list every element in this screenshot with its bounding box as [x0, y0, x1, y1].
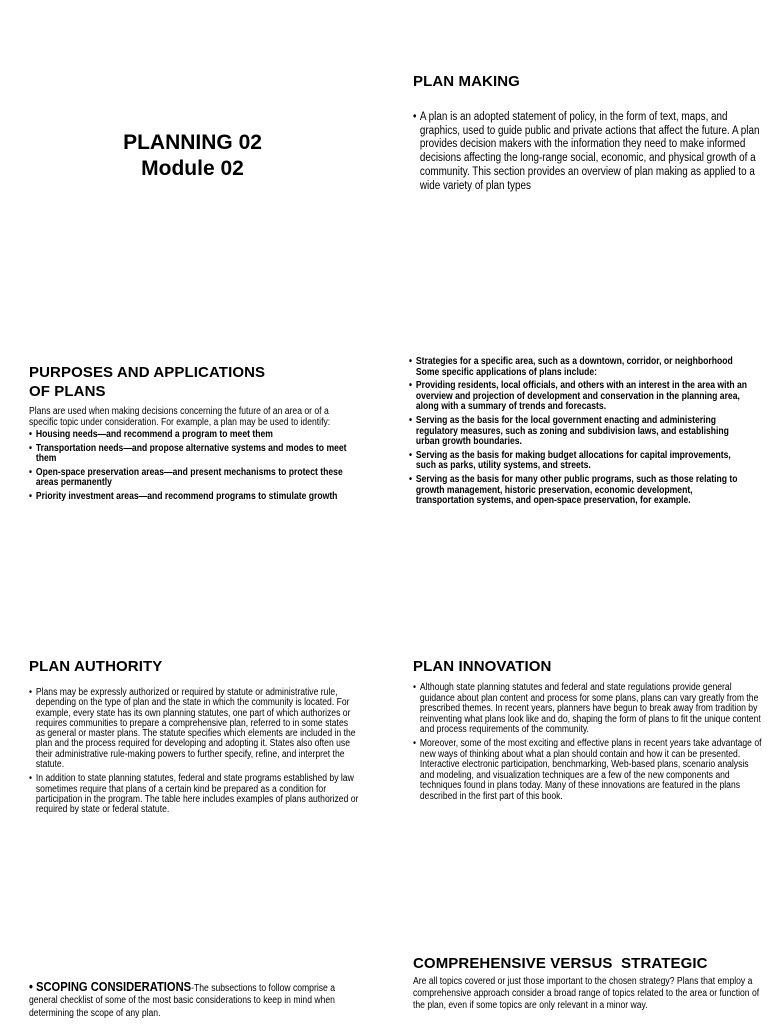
bullet-item: • Although state planning statutes and federal and state regulations provide general guidance about plan content and process for some plans, plans can vary greatly from the prescribed themes. In recent years, planners have begun to break away from tradition by reinventing what plans look like and do, shaping the form of plans to fit the unique content and process requirements of the community. — [413, 683, 764, 736]
slide-heading: PLAN MAKING — [413, 73, 520, 90]
slide-comprehensive — [413, 954, 768, 1012]
slide-heading: PURPOSES AND APPLICATIONS OF PLANS — [29, 364, 266, 400]
bullet-item: • Strategies for a specific area, such as a downtown, corridor, or neighborhood Some specific applications of plans include: — [409, 357, 753, 378]
bullet-list — [29, 688, 359, 816]
bullet-item: • In addition to state planning statutes, federal and state programs established by law sometimes require that plans of a certain kind be prepared as a condition for participation in the program. The table here includes examples of plans authorized or required by state or federal statute. — [29, 774, 359, 815]
bullet-item: • Providing residents, local officials, and others with an interest in the area with an overview and projection of development and conservation in the planning area, along with a summary of trends and forecasts. — [409, 381, 753, 413]
slide-plan-making — [413, 72, 768, 193]
bullet-item: • Open-space preservation areas—and present mechanisms to protect these areas permanently — [29, 468, 356, 489]
slide-heading: PLAN INNOVATION — [413, 658, 552, 675]
slide-plan-innovation — [413, 657, 768, 803]
deck-title: PLANNING 02 — [123, 131, 262, 154]
scoping-label: SCOPING CONSIDERATIONS — [36, 979, 192, 994]
bullet-item: • Priority investment areas—and recommend programs to stimulate growth — [29, 492, 356, 503]
slide-scoping — [29, 981, 413, 1020]
bullet-list — [413, 683, 764, 803]
bullet-item: • Transportation needs—and propose alternative systems and modes to meet them — [29, 444, 356, 465]
bullet-item: • Serving as the basis for many other public programs, such as those relating to growth management, historic preservation, economic development, transportation systems, and open-space preservation, for example. — [409, 475, 753, 507]
scoping-text: • SCOPING CONSIDERATIONS-The subsections to follow comprise a general checklist of some of the most basic considerations to keep in mind when determining the scope of any plan. — [29, 979, 335, 1019]
bullet-list — [29, 430, 356, 502]
bullet-item: • Serving as the basis for the local government enacting and administering regulatory measures, such as zoning and subdivision laws, and establishing urban growth boundaries. — [409, 416, 753, 448]
title-slide — [60, 130, 325, 182]
bullet-list — [409, 357, 753, 507]
slide-heading: COMPREHENSIVE VERSUS STRATEGIC — [413, 955, 708, 972]
bullet-item: • Moreover, some of the most exciting and effective plans in recent years take advantage of new ways of thinking about what a plan should contain and how it can be presented. Interactive electronic participation, benchmarking, Web-based plans, scenario analysis and modeling, and visualization techniques are a few of the new components and techniques found in plans today. Many of these innovations are featured in the plans described in the first part of this book. — [413, 739, 764, 803]
body-text: Are all topics covered or just those important to the chosen strategy? Plans that employ a comprehensive approach consider a broad range of topics related to the area or function of the plan, even if some topics are only relevant in a minor way. — [413, 976, 760, 1011]
bullet-item: • Plans may be expressly authorized or required by statute or administrative rule, depending on the type of plan and the state in which the community is located. For example, every state has its own planning statutes, one part of which authorizes or requires communities to prepare a comprehensive plan, referred to in some states as general or master plans. The statute specifies which elements are included in the plan and the process required for developing and adopting it. States also often use their administrative rule-making powers to further specify, refine, and interpret the statute. — [29, 688, 359, 770]
deck-subtitle: Module 02 — [141, 157, 244, 180]
bullet-item: • Serving as the basis for making budget allocations for capital improvements, such as parks, utility systems, and streets. — [409, 451, 753, 472]
slide-applications — [409, 357, 768, 507]
intro-text: Plans are used when making decisions concerning the future of an area or of a specific topic under consideration. For example, a plan may be used to identify: — [29, 406, 331, 428]
bullet-item: • Housing needs—and recommend a program to meet them — [29, 430, 356, 441]
bullet-item: • A plan is an adopted statement of policy, in the form of text, maps, and graphics, used to guide public and private actions that affect the future. A plan provides decision makers with the information they need to make informed decisions affecting the long-range social, economic, and physical growth of a community. This section provides an overview of plan making as applied to a wide variety of plan types — [413, 111, 764, 193]
slide-heading: PLAN AUTHORITY — [29, 658, 163, 675]
slide-plan-authority — [29, 657, 413, 816]
slide-purposes — [29, 363, 409, 502]
